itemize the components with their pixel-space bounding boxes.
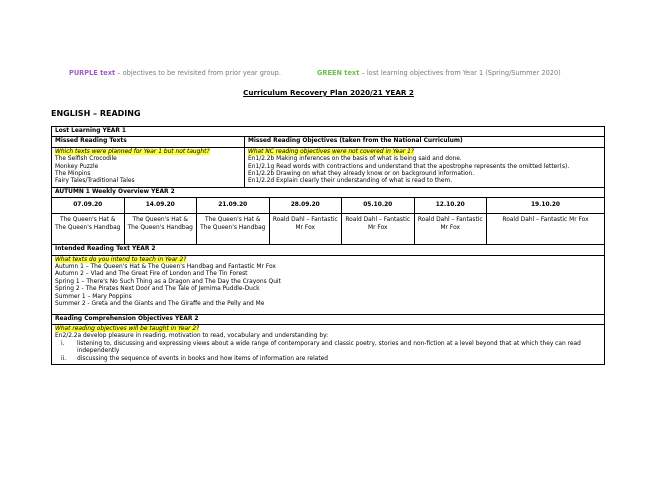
legend-green	[317, 69, 561, 77]
missed-texts-question: Which texts were planned for Year 1 but not taught?	[55, 148, 210, 155]
week-dates-row	[52, 198, 604, 214]
week-texts-row	[52, 214, 604, 245]
week-text: The Queen's Hat & The Queen's Handbag	[125, 214, 198, 244]
week-text: Roald Dahl – Fantastic Mr Fox	[270, 214, 343, 244]
comprehension-list	[55, 341, 601, 363]
week-date: 14.09.20	[125, 198, 198, 213]
missed-texts-cell	[52, 148, 245, 187]
intended-item: Summer 2 - Greta and the Giants and The Giraffe and the Pelly and Me	[55, 301, 265, 308]
intended-item: Summer 1 – Mary Poppins	[55, 293, 132, 300]
intended-content-row	[52, 256, 604, 315]
missed-text-item: Monkey Puzzle	[55, 163, 99, 170]
legend-purple-text: – objectives to be revisited from prior year group.	[115, 69, 281, 77]
list-item	[55, 341, 601, 356]
comprehension-content-row	[52, 325, 604, 364]
curriculum-table	[51, 126, 605, 365]
missed-text-item: The Minpins	[55, 171, 91, 178]
comprehension-question: What reading objectives will be taught in Year 2?	[55, 325, 200, 332]
legend-purple	[69, 69, 281, 77]
comprehension-header: Reading Comprehension Objectives YEAR 2	[55, 315, 199, 322]
missed-objectives-cell	[245, 148, 604, 187]
missed-objectives-header: Missed Reading Objectives (taken from the National Curriculum)	[248, 138, 463, 145]
week-date: 19.10.20	[530, 202, 561, 209]
list-item-text: discussing the sequence of events in books and how items of information are related	[77, 355, 329, 362]
missed-headers-row	[52, 137, 604, 147]
week-text: The Queen's Hat & The Queen's Handbag	[197, 214, 270, 244]
missed-objective-item: En1/2.1g Read words with contractions and understand that the apostrophe represents the omitted letter(s).	[248, 163, 570, 170]
intended-item: Spring 1 – There's No Such Thing as a Dragon and The Day the Crayons Quit	[55, 278, 281, 285]
missed-text-item: The Selfish Crocodile	[55, 156, 117, 163]
list-item	[55, 356, 601, 363]
missed-text-item: Fairy Tales/Traditional Tales	[55, 178, 135, 185]
autumn-header: AUTUMN 1 Weekly Overview YEAR 2	[55, 188, 175, 195]
week-text: Roald Dahl – Fantastic Mr Fox	[342, 214, 415, 244]
intended-item: Autumn 1 – The Queen's Hat & The Queen's Handbag and Fantastic Mr Fox	[55, 264, 276, 271]
intended-header: Intended Reading Text YEAR 2	[55, 246, 156, 253]
list-item-number: ii.	[61, 355, 67, 362]
legend-green-label: GREEN text	[317, 69, 360, 77]
legend-green-text: – lost learning objectives from Year 1 (Spring/Summer 2020)	[359, 69, 561, 77]
comprehension-cell	[52, 325, 604, 364]
missed-objectives-question: What NC reading objectives were not covered in Year 1?	[248, 148, 415, 155]
week-text: The Queen's Hat & The Queen's Handbag	[52, 214, 125, 244]
intended-item: Spring 2 - The Pirates Next Door and The Tale of Jemima Puddle-Duck	[55, 286, 260, 293]
document-title: Curriculum Recovery Plan 2020/21 YEAR 2	[243, 88, 414, 97]
week-date: 05.10.20	[342, 198, 415, 213]
lost-learning-header: Lost Learning YEAR 1	[55, 128, 127, 134]
missed-texts-header: Missed Reading Texts	[52, 137, 245, 146]
legend-purple-label: PURPLE text	[69, 69, 116, 77]
week-date: 21.09.20	[197, 198, 270, 213]
lost-learning-header-row	[52, 127, 604, 137]
intended-item: Autumn 2 – Vlad and The Great Fire of London and The Tin Forest	[55, 271, 248, 278]
comprehension-intro: En2/2.2a develop pleasure in reading, motivation to read, vocabulary and understanding by:	[55, 333, 329, 340]
comprehension-header-row	[52, 315, 604, 325]
week-date: 28.09.20	[270, 198, 343, 213]
missed-content-row	[52, 148, 604, 188]
missed-objective-item: En1/2.2b Drawing on what they already know or on background information.	[248, 171, 475, 178]
week-date: 07.09.20	[52, 198, 125, 213]
week-date: 12.10.20	[415, 198, 488, 213]
list-item-text: listening to, discussing and expressing views about a wide range of contemporary and classic poetry, stories and non-fiction at a level beyond that at which they can read independently	[77, 340, 581, 355]
intended-question: What texts do you intend to teach in Year 2?	[55, 256, 187, 263]
week-text: Roald Dahl – Fantastic Mr Fox	[415, 214, 488, 244]
autumn-header-row	[52, 188, 604, 198]
missed-objective-item: En1/2.2d Explain clearly their understanding of what is read to them.	[248, 178, 453, 185]
list-item-number: i.	[61, 340, 65, 347]
intended-cell	[52, 256, 604, 314]
week-text: Roald Dahl – Fantastic Mr Fox	[502, 217, 589, 224]
intended-header-row	[52, 245, 604, 255]
missed-objective-item: En1/2.2b Making inferences on the basis of what is being said and done.	[248, 156, 462, 163]
section-heading: ENGLISH – READING	[51, 109, 141, 118]
